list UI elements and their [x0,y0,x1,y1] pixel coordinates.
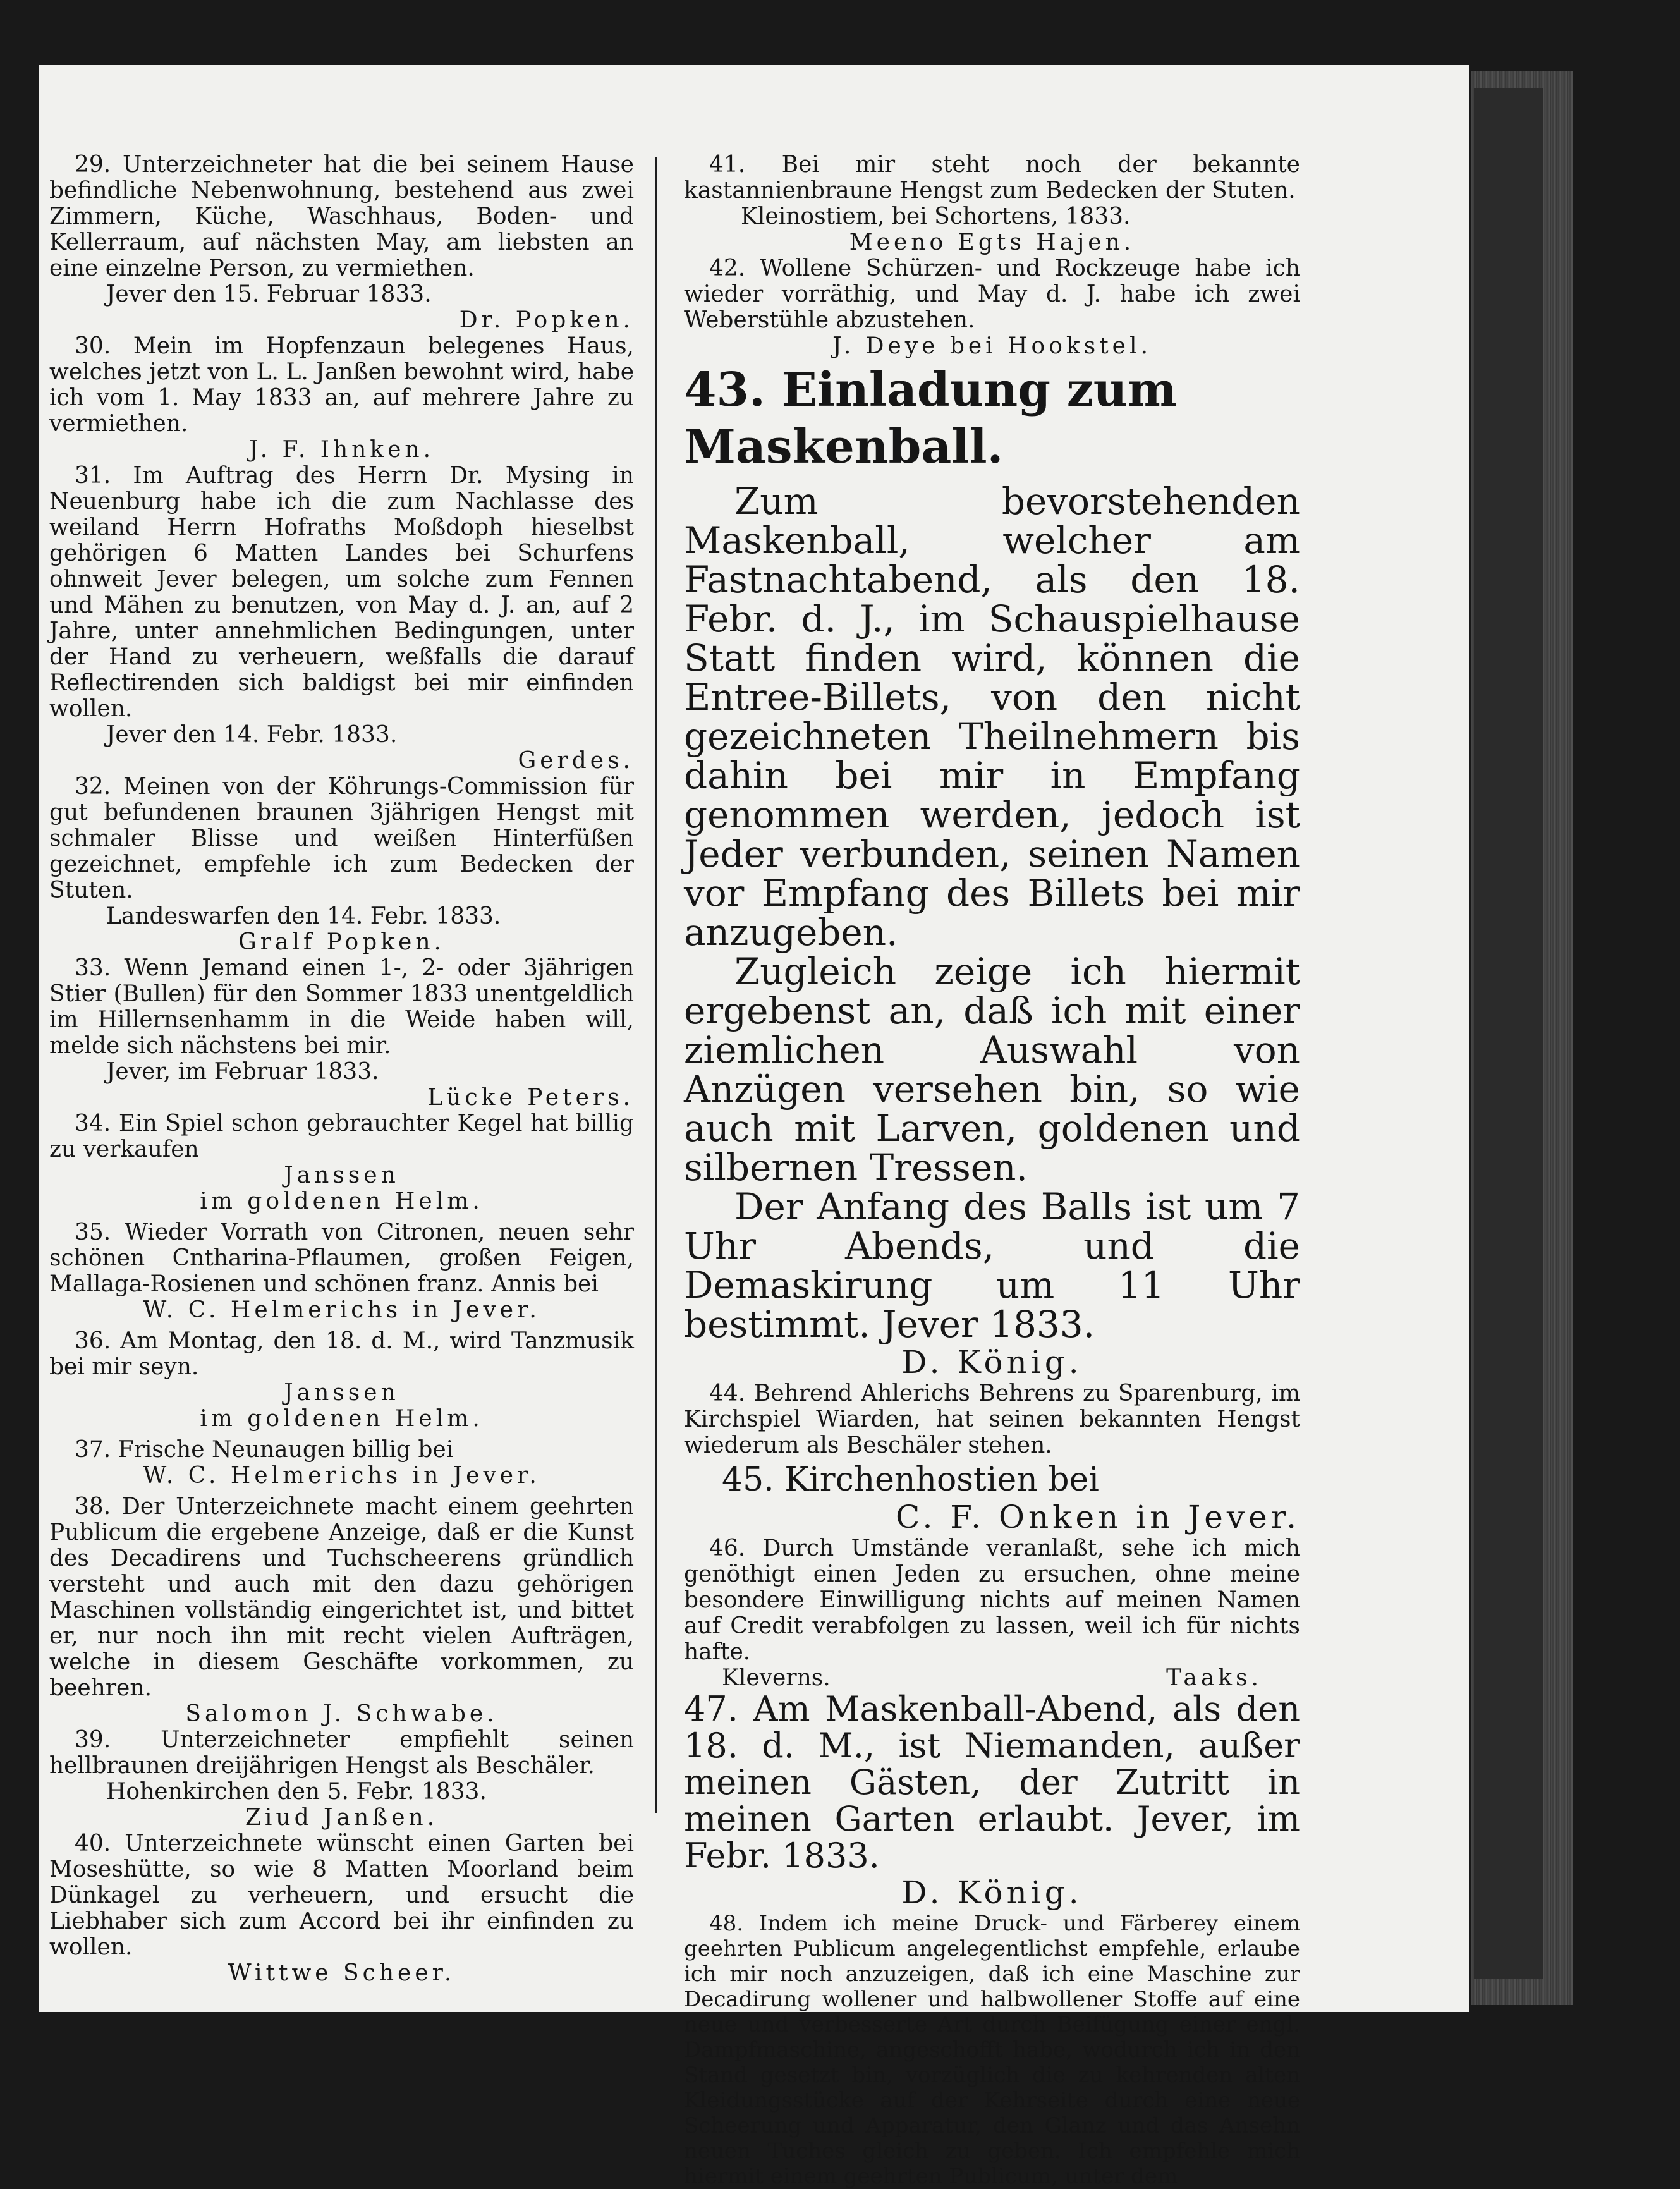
ad-43-paragraph-1: Zum bevorstehenden Maskenball, welcher am Fastnachtabend, als den 18. Febr. d. J., im Schauspielhause Statt finden wird, können die Entree-Billets, von den nicht gezeichneten Theilnehmern bis dahin bei mir in Empfang genommen werden, jedoch ist Jeder verbunden, seinen Namen vor Empfang des Billets bei mir anzugeben. [684,480,1300,954]
ad-43-signature: D. König. [901,1344,1083,1381]
ad-37: 37. Frische Neunaugen billig bei [75,1437,454,1463]
ad-42-signature: J. Deye bei Hookstel. [832,333,1152,359]
ad-40-signature: Wittwe Scheer. [228,1960,456,1986]
ad-45-signature: C. F. Onken in Jever. [896,1499,1300,1535]
ad-41-signature: Meeno Egts Hajen. [849,229,1135,255]
ad-33-place: Jever, im Februar 1833. [106,1059,379,1085]
ad-38: 38. Der Unterzeichnete macht einem geehrten Publicum die ergebene Anzeige, daß er die Kunst des Decadirens und Tuchscheerens gründlich versteht und auch mit den dazu gehörigen Maschinen vollständig eingerichtet ist, und bittet er, nur noch ihn mit recht vielen Aufträgen, welche in diesem Geschäfte vorkommen, zu beehren. [49,1494,634,1701]
ad-30-signature: J. F. Ihnken. [248,437,435,463]
ad-35-signature: W. C. Helmerichs in Jever. [143,1297,540,1323]
ad-43-paragraph-3: Der Anfang des Balls ist um 7 Uhr Abends, und die Demaskirung um 11 Uhr bestimmt. Jever 1833. [684,1185,1300,1346]
ad-29-place: Jever den 15. Februar 1833. [106,281,432,307]
ad-34-signature: Janssen [284,1162,399,1188]
ad-32: 32. Meinen von der Köhrungs-Commission für gut befundenen braunen 3jährigen Hengst mit schmaler Blisse und weißen Hinterfüßen gezeichnet, empfehle ich zum Bedecken der Stuten. [49,774,634,903]
ad-43-paragraph-2: Zugleich zeige ich hiermit ergebenst an, daß ich mit einer ziemlichen Auswahl von Anzügen versehen bin, so wie auch mit Larven, goldenen und silbernen Tressen. [684,950,1300,1189]
ad-39-place: Hohenkirchen den 5. Febr. 1833. [106,1779,487,1805]
ad-31-place: Jever den 14. Febr. 1833. [106,722,398,748]
ad-36: 36. Am Montag, den 18. d. M., wird Tanzmusik bei mir seyn. [49,1328,634,1380]
ad-29-signature: Dr. Popken. [459,307,634,333]
ad-41: 41. Bei mir steht noch der bekannte kastannienbraune Hengst zum Bedecken der Stuten. [684,152,1300,204]
ad-31: 31. Im Auftrag des Herrn Dr. Mysing in Neuenburg habe ich die zum Nachlasse des weiland Herrn Hofraths Moßdoph hieselbst gehörigen 6 Matten Landes bei Schurfens ohnweit Jever belegen, um solche zum Fennen und Mähen zu benutzen, von May d. J. an, auf 2 Jahre, unter annehmlichen Bedingungen, unter der Hand zu verheuern, weßfalls die darauf Reflectirenden sich baldigst bei mir einfinden wollen. [49,463,634,722]
ad-33-signature: Lücke Peters. [427,1085,634,1111]
ad-39: 39. Unterzeichneter empfiehlt seinen hellbraunen dreijährigen Hengst als Beschäler. [49,1727,635,1779]
ad-44: 44. Behrend Ahlerichs Behrens zu Sparenburg, im Kirchspiel Wiarden, hat seinen bekannten Hengst wiederum als Beschäler stehen. [684,1381,1301,1458]
ad-38-signature: Salomon J. Schwabe. [185,1701,498,1727]
ad-30: 30. Mein im Hopfenzaun belegenes Haus, welches jetzt von L. L. Janßen bewohnt wird, habe ich vom 1. May 1833 an, auf mehrere Jahre zu vermiethen. [49,333,634,437]
ad-46: 46. Durch Umstände veranlaßt, sehe ich mich genöthigt einen Jeden zu ersuchen, ohne meine besondere Einwilligung nichts auf meinen Namen auf Credit verabfolgen zu lassen, weil ich für nichts hafte. [684,1535,1300,1665]
newspaper-page [39,65,1469,2189]
ad-36-signature-line2: im goldenen Helm. [200,1406,484,1432]
ad-39-signature: Ziud Janßen. [245,1805,439,1831]
ad-48: 48. Indem ich meine Druck- und Färberey einem geehrten Publicum angelegentlichst empfehle, erlaube ich mir noch anzuzeigen, daß ich eine Maschine zur Decadirung wollener und halbwollener Stoffe auf eine neue und verbesserte Art durch Beifügung einer engl. Dampfmaschine, angeschofft habe, wodurch ich in den Stand gesetzt bin, vorzüglich die zu kehrenden alten Kleidungsstücke auf der Kehrseite durch eine neue Scheerung und Apparatur, den Glanz und das Ansehn neuen Tuches gleich zu geben. Ich empfehle mich hiermit einem geehrten Publicum, unter dem [684,1911,1300,2189]
ad-32-signature: Gralf Popken. [238,929,445,955]
ad-35: 35. Wieder Vorrath von Citronen, neuen sehr schönen Cntharina-Pflaumen, großen Feigen, Mallaga-Rosienen und schönen franz. Annis bei [49,1219,634,1297]
ad-43-heading: 43. Einladung zum Maskenball. [684,363,1177,474]
ad-47: 47. Am Maskenball-Abend, als den 18. d. M., ist Niemanden, außer meinen Gästen, der Zutritt in meinen Garten erlaubt. Jever, im Febr. 1833. [684,1689,1300,1875]
ad-42: 42. Wollene Schürzen- und Rockzeuge habe ich wieder vorräthig, und May d. J. habe ich zwei Weberstühle abzustehen. [684,255,1300,333]
ad-33: 33. Wenn Jemand einen 1-, 2- oder 3jährigen Stier (Bullen) für den Sommer 1833 unentgeldlich im Hillernsenhamm in die Weide haben will, melde sich nächstens bei mir. [49,955,634,1059]
ad-47-signature: D. König. [901,1874,1083,1911]
ad-37-signature: W. C. Helmerichs in Jever. [143,1463,540,1489]
column-divider [655,157,657,1813]
ad-29: 29. Unterzeichneter hat die bei seinem Hause befindliche Nebenwohnung, bestehend aus zwei Zimmern, Küche, Waschhaus, Boden- und Kellerraum, auf nächsten May, am liebsten an eine einzelne Person, zu vermiethen. [49,152,634,281]
ad-34: 34. Ein Spiel schon gebrauchter Kegel hat billig zu verkaufen [49,1111,634,1162]
ad-32-place: Landeswarfen den 14. Febr. 1833. [106,903,501,929]
ad-41-place: Kleinostiem, bei Schortens, 1833. [741,204,1131,229]
ad-45: 45. Kirchenhostien bei [722,1461,1099,1499]
ad-40: 40. Unterzeichnete wünscht einen Garten bei Moseshütte, so wie 8 Matten Moorland beim Dünkagel zu verheuern, und ersucht die Liebhaber sich zum Accord bei ihr einfinden zu wollen. [49,1831,634,1960]
ad-46-footer: Kleverns. Taaks. [722,1665,1262,1691]
left-column [49,152,634,1986]
ad-36-signature: Janssen [284,1380,399,1406]
right-column [684,152,1300,2189]
ad-31-signature: Gerdes. [518,748,634,774]
ad-34-signature-line2: im goldenen Helm. [200,1188,484,1214]
book-binding-shadow [1474,88,1543,1979]
